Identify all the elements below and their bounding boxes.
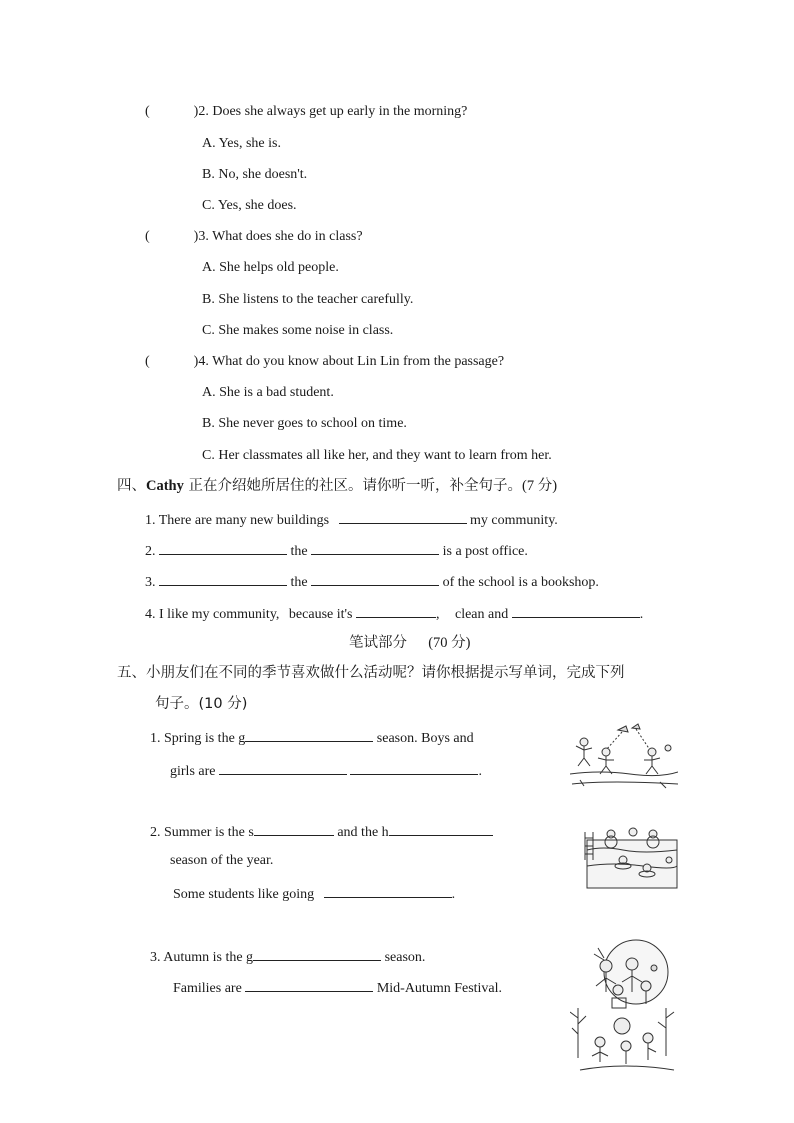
answer-paren-open: ( xyxy=(145,229,150,244)
section-5-heading: 五、小朋友们在不同的季节喜欢做什么活动呢？请你根据提示写单词，完成下列 xyxy=(117,665,625,681)
blank[interactable] xyxy=(512,603,640,618)
blank[interactable] xyxy=(350,760,478,775)
blank[interactable] xyxy=(253,946,381,961)
season-sentence-1-cont: girls are . xyxy=(170,760,482,781)
season-sentence-2: 2. Summer is the s and the h xyxy=(150,821,493,842)
sentence-2: 2. the is a post office. xyxy=(145,540,528,561)
question-4 xyxy=(145,353,504,371)
season-sentence-2-line3: Some students like going . xyxy=(173,883,455,904)
section-number: 四、 xyxy=(117,478,146,494)
answer-paren-open: ( xyxy=(145,104,150,119)
sentence-4: 4. I like my community, because it's , clean and . xyxy=(145,603,643,624)
season-sentence-3: 3. Autumn is the g season. xyxy=(150,946,425,967)
sentence-1: 1. There are many new buildings my community. xyxy=(145,509,558,530)
autumn-illustration xyxy=(570,938,678,1080)
blank[interactable] xyxy=(356,603,436,618)
option-a: A. Yes, she is. xyxy=(202,136,281,151)
option-a: A. She is a bad student. xyxy=(202,385,334,400)
option-b: B. She never goes to school on time. xyxy=(202,416,407,431)
section-name: Cathy xyxy=(146,478,184,494)
question-3 xyxy=(145,228,363,246)
question-2 xyxy=(145,103,467,121)
season-sentence-3-cont: Families are Mid-Autumn Festival. xyxy=(173,977,502,998)
blank[interactable] xyxy=(254,821,334,836)
option-b: B. She listens to the teacher carefully. xyxy=(202,292,414,307)
spring-illustration xyxy=(570,720,678,794)
written-part-title: 笔试部分 (70 分) xyxy=(349,635,471,651)
answer-paren-open: ( xyxy=(145,354,150,369)
option-c: C. Her classmates all like her, and they want to learn from her. xyxy=(202,448,552,463)
blank[interactable] xyxy=(311,571,439,586)
blank[interactable] xyxy=(311,540,439,555)
section-points: (7 分) xyxy=(521,478,558,494)
blank[interactable] xyxy=(245,727,373,742)
section-4-heading xyxy=(117,477,557,495)
sentence-3: 3. the of the school is a bookshop. xyxy=(145,571,599,592)
answer-paren-close: ) xyxy=(193,104,199,119)
blank[interactable] xyxy=(389,821,493,836)
season-sentence-2-cont: season of the year. xyxy=(170,853,274,868)
blank[interactable] xyxy=(159,571,287,586)
option-c: C. She makes some noise in class. xyxy=(202,323,394,338)
option-b: B. No, she doesn't. xyxy=(202,167,308,182)
summer-illustration xyxy=(583,820,679,890)
blank[interactable] xyxy=(219,760,347,775)
blank[interactable] xyxy=(159,540,287,555)
blank[interactable] xyxy=(339,509,467,524)
option-a: A. She helps old people. xyxy=(202,260,339,275)
answer-paren-close: ) xyxy=(193,354,199,369)
season-sentence-1: 1. Spring is the g season. Boys and xyxy=(150,727,474,748)
section-5-heading-cont: 句子。(10 分) xyxy=(155,696,248,712)
question-text: 3. What does she do in class? xyxy=(198,229,363,244)
blank[interactable] xyxy=(324,883,452,898)
blank[interactable] xyxy=(245,977,373,992)
answer-paren-close: ) xyxy=(193,229,199,244)
section-title: 正在介绍她所居住的社区。请你听一听，补全句子。 xyxy=(183,478,522,494)
question-text: 4. What do you know about Lin Lin from the passage? xyxy=(198,354,505,369)
question-text: 2. Does she always get up early in the morning? xyxy=(198,104,468,119)
option-c: C. Yes, she does. xyxy=(202,198,297,213)
